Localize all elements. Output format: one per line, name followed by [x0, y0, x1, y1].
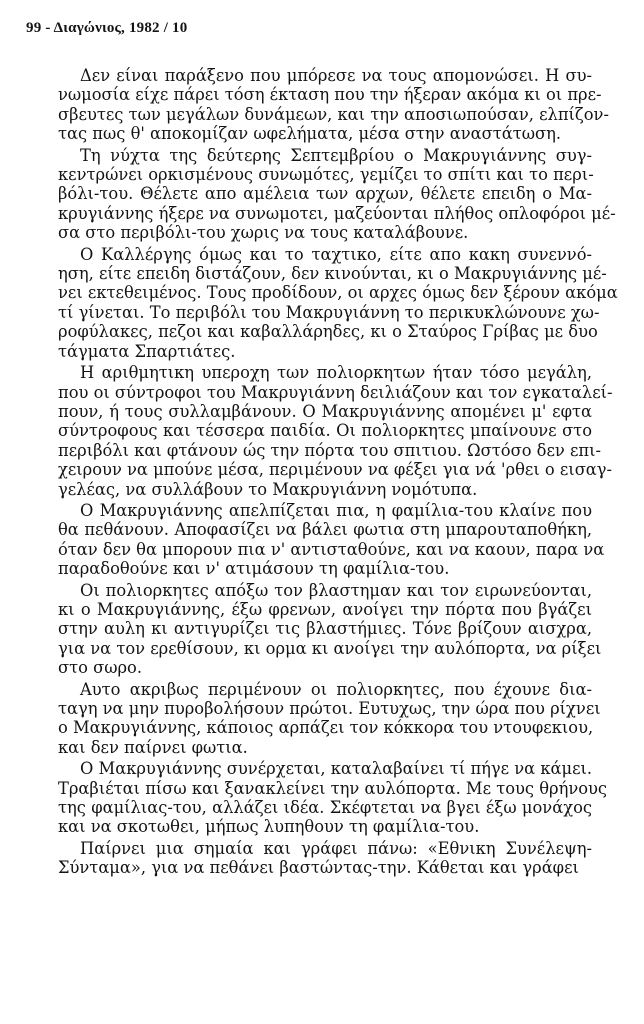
text-line: θα πεθάνουν. Αποφασίζει να βάλει φωτια στη μπαρουταποθήκη, — [58, 520, 592, 540]
text-line: Ο Καλλέργης όμως και το ταχτικο, είτε απο κακη συνεννό- — [80, 244, 592, 264]
text-line: και δεν παίρνει φωτια. — [58, 737, 248, 757]
text-line: παραδοθούνε και ν' ατιμάσουν τη φαμίλια-του. — [58, 559, 450, 579]
text-line: Η αριθμητικη υπεροχη των πολιορκητων ήταν τόσο μεγάλη, — [80, 363, 592, 383]
text-line: στην αυλη κι αντιγυρίζει τις βλαστήμιες. Τόνε βρίζουν αισχρα, — [58, 619, 592, 639]
text-line: χειρουν να μπούνε μέσα, περιμένουν να φέξει για νά 'ρθει ο εισαγ- — [58, 460, 613, 480]
text-line: Τη νύχτα της δεύτερης Σεπτεμβρίου ο Μακρυγιάννης συγ- — [80, 145, 592, 165]
text-line: βόλι-του. Θέλετε απο αμέλεια των αρχων, θέλετε επειδη ο Μα- — [58, 184, 592, 204]
paragraph — [58, 244, 618, 361]
paragraph — [58, 580, 602, 678]
text-line: όταν δεν θα μπορουν πια ν' αντισταθούνε, και να καουν, παρα να — [58, 539, 605, 559]
text-line: της φαμίλιας-του, αλλάζει ιδέα. Σκέφτεται να βγει έξω μονάχος — [58, 798, 592, 818]
text-line: Δεν είναι παράξενο που μπόρεσε να τους απομονώσει. Η συ- — [80, 66, 592, 85]
paragraph — [58, 839, 592, 878]
text-line: νωμοσία είχε πάρει τόση έκταση που την ήξεραν ακόμα κι οι πρε- — [58, 85, 602, 105]
paragraph — [58, 679, 601, 758]
text-line: περιβόλι και φτάνουν ώς την πόρτα του σπιτιου. Ωστόσο δεν επι- — [58, 440, 602, 460]
text-line: νει εκτεθειμένος. Τους προδίδουν, οι αρχες όμως δεν ξέρουν ακόμα — [58, 283, 618, 303]
text-line: στο σωρο. — [58, 658, 143, 678]
text-line: σα στο περιβόλι-του χωρις να τους καταλάβουνε. — [58, 223, 469, 243]
paragraph — [58, 66, 609, 144]
text-line: ηση, είτε επειδη διστάζουν, δεν κινούνται, κι ο Μακρυγιάννης μέ- — [58, 264, 607, 284]
text-line: κρυγιάννης ήξερε να συνωμοτει, μαζεύονται πλήθος οπλοφόροι μέ- — [58, 203, 616, 223]
text-line: Ο Μακρυγιάννης απελπίζεται πια, η φαμίλια-του κλαίνε που — [80, 500, 592, 520]
text-line: Παίρνει μια σημαία και γράφει πάνω: «Εθνικη Συνέλεψη- — [80, 838, 592, 858]
text-line: τάγματα Σπαρτιάτες. — [58, 341, 236, 361]
text-line: σύντροφους και τέσσερα παιδία. Οι πολιορκητες μπαίνουνε στο — [58, 421, 592, 441]
body-text — [58, 66, 618, 880]
text-line: και να σκοτωθει, μήπως λυπηθουν τη φαμίλια-του. — [58, 817, 480, 837]
text-line: Αυτο ακριβως περιμένουν οι πολιορκητες, που έχουνε δια- — [80, 679, 592, 699]
text-line: Οι πολιορκητες απόξω τον βλαστημαν και τον ειρωνεύονται, — [80, 580, 592, 600]
text-line: που οι σύντροφοι του Μακρυγιάννη δειλιάζουν και τον εγκαταλεί- — [58, 382, 613, 402]
text-line: Ο Μακρυγιάννης συνέρχεται, καταλαβαίνει τί πήγε να κάμει. — [80, 759, 593, 779]
paragraph — [58, 500, 605, 579]
paragraph — [58, 363, 613, 499]
text-line: ο Μακρυγιάννης, κάποιος αρπάζει τον κόκκορα του ντουφεκιου, — [58, 718, 594, 738]
paragraph — [58, 759, 608, 837]
text-line: ταγη να μην πυροβολήσουν πρώτοι. Ευτυχως, την ώρα που ρίχνει — [58, 699, 601, 718]
text-line: τας πως θ' αποκομίζαν ωφελήματα, μέσα στην αναστάτωση. — [58, 124, 562, 144]
text-line: πουν, ή τους συλλαμβάνουν. Ο Μακρυγιάννης απομένει μ' εφτα — [58, 401, 592, 421]
text-line: ροφύλακες, πεζοι και καβαλλάρηδες, κι ο Σταύρος Γρίβας με δυο — [58, 322, 598, 342]
text-line: γελέας, να συλλάβουν το Μακρυγιάννη νομότυπα. — [58, 479, 478, 499]
text-line: Τραβιέται πίσω και ξανακλείνει την αυλόπορτα. Με τους θρήνους — [58, 778, 608, 798]
paragraph — [58, 145, 616, 243]
text-line: κι ο Μακρυγιάννης, έξω φρενων, ανοίγει την πόρτα που βγάζει — [58, 599, 592, 619]
text-line: Σύνταμα», για να πεθάνει βαστώντας-την. Κάθεται και γράφει — [58, 858, 579, 878]
text-line: για να τον ερεθίσουν, κι ορμα κι ανοίγει την αυλόπορτα, να ρίξει — [58, 638, 602, 658]
text-line: τί γίνεται. Το περιβόλι του Μακρυγιάννη το περικυκλώνουνε χω- — [58, 302, 600, 322]
text-line: κεντρώνει ορκισμένους συνωμότες, γεμίζει το σπίτι και το περι- — [58, 165, 594, 185]
text-line: σβευτες των μεγάλων δυνάμεων, και την αποσιωπούσαν, ελπίζον- — [58, 104, 609, 124]
running-head: 99 - Διαγώνιος, 1982 / 10 — [26, 20, 188, 36]
